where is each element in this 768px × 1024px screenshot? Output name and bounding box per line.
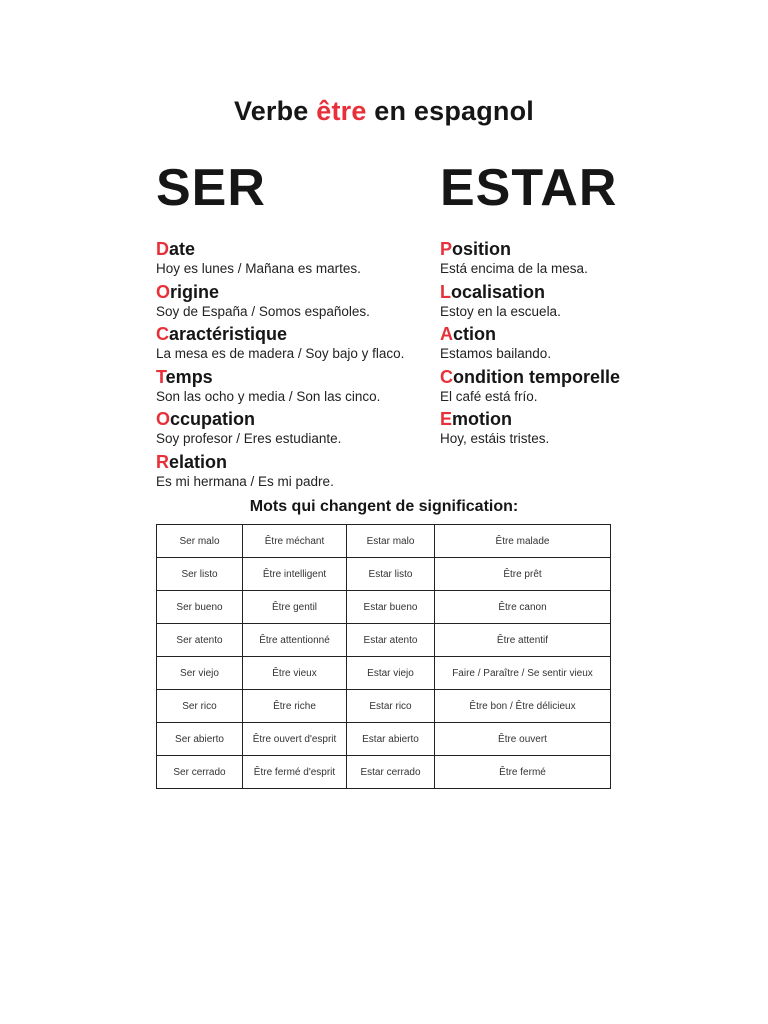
label-rest: ate [169,239,196,259]
title-highlight: être [316,96,367,126]
estar-list [440,238,620,451]
table-cell: Estar cerrado [347,756,435,789]
initial-letter: D [156,239,169,259]
table-row [157,657,611,690]
table-cell: Estar rico [347,690,435,723]
table-cell: Estar viejo [347,657,435,690]
ser-item-label [156,408,404,430]
ser-item-label [156,281,404,303]
initial-letter: P [440,239,453,259]
estar-item-label [440,408,620,430]
initial-letter: L [440,281,451,302]
ser-item [156,408,404,451]
table-cell: Ser rico [157,690,243,723]
estar-item [440,238,620,281]
ser-list [156,238,404,493]
initial-letter: R [156,451,169,472]
estar-item-label [440,238,620,260]
table-row [157,558,611,591]
table-cell: Être riche [243,690,347,723]
page-title [0,96,768,127]
label-rest: aractéristique [169,324,288,344]
table-row [157,723,611,756]
initial-letter: C [156,324,169,344]
table-cell: Être vieux [243,657,347,690]
estar-item-example: Estoy en la escuela. [440,303,561,319]
meaning-table [156,524,611,789]
table-cell: Ser cerrado [157,756,243,789]
ser-item [156,281,404,324]
table-cell: Être bon / Être délicieux [435,690,611,723]
ser-item-example: Soy profesor / Eres estudiante. [156,431,342,446]
table-cell: Ser bueno [157,591,243,624]
table-cell: Estar listo [347,558,435,591]
table-cell: Être attentif [435,624,611,657]
ser-item [156,323,404,366]
estar-item-label [440,281,620,303]
estar-heading: ESTAR [440,159,618,217]
table-cell: Être malade [435,525,611,558]
label-rest: rigine [170,281,220,302]
table-cell: Estar bueno [347,591,435,624]
ser-item-example: La mesa es de madera / Soy bajo y flaco. [156,346,405,361]
label-rest: osition [452,239,512,259]
initial-letter: C [440,366,453,387]
table-cell: Faire / Paraître / Se sentir vieux [435,657,611,690]
table-cell: Être prêt [435,558,611,591]
estar-item [440,366,620,409]
table-cell: Être fermé d'esprit [243,756,347,789]
ser-heading: SER [156,159,266,217]
estar-item [440,408,620,451]
table-cell: Ser malo [157,525,243,558]
title-text-after: en espagnol [366,96,535,126]
estar-item-label [440,366,620,388]
ser-item-example: Hoy es lunes / Mañana es martes. [156,261,361,276]
table-cell: Être méchant [243,525,347,558]
ser-item-label [156,323,404,345]
label-rest: motion [452,409,513,429]
table-cell: Estar abierto [347,723,435,756]
initial-letter: T [156,366,166,387]
table-row [157,690,611,723]
table-row [157,756,611,789]
initial-letter: E [440,409,453,429]
estar-item [440,281,620,324]
table-cell: Ser atento [157,624,243,657]
table-cell: Ser abierto [157,723,243,756]
ser-item-example: Soy de España / Somos españoles. [156,303,370,319]
estar-item-example: Está encima de la mesa. [440,261,588,276]
initial-letter: O [156,409,171,429]
estar-item-example: Estamos bailando. [440,346,552,361]
table-cell: Estar atento [347,624,435,657]
table-cell: Être fermé [435,756,611,789]
label-rest: ction [453,324,496,344]
table-row [157,525,611,558]
estar-item-example: El café está frío. [440,388,538,404]
table-cell: Être gentil [243,591,347,624]
label-rest: ocalisation [451,281,546,302]
ser-item [156,451,404,494]
ser-item-label [156,451,404,473]
estar-item-label [440,323,620,345]
table-row [157,624,611,657]
estar-item [440,323,620,366]
table-cell: Ser viejo [157,657,243,690]
initial-letter: O [156,281,171,302]
title-text-before: Verbe [233,96,317,126]
ser-item-example: Son las ocho y media / Son las cinco. [156,388,381,404]
table-cell: Être canon [435,591,611,624]
ser-item [156,366,404,409]
table-cell: Être ouvert [435,723,611,756]
table-cell: Ser listo [157,558,243,591]
table-cell: Être intelligent [243,558,347,591]
table-cell: Estar malo [347,525,435,558]
table-title: Mots qui changent de signification: [249,498,519,515]
ser-item-label [156,238,404,260]
label-rest: emps [165,366,213,387]
ser-item [156,238,404,281]
label-rest: ondition temporelle [453,366,621,387]
table-cell: Être ouvert d'esprit [243,723,347,756]
table-row [157,591,611,624]
label-rest: elation [169,451,228,472]
estar-item-example: Hoy, estáis tristes. [440,431,550,446]
table-cell: Être attentionné [243,624,347,657]
ser-item-label [156,366,404,388]
label-rest: ccupation [170,409,256,429]
ser-item-example: Es mi hermana / Es mi padre. [156,473,334,489]
initial-letter: A [440,324,453,344]
